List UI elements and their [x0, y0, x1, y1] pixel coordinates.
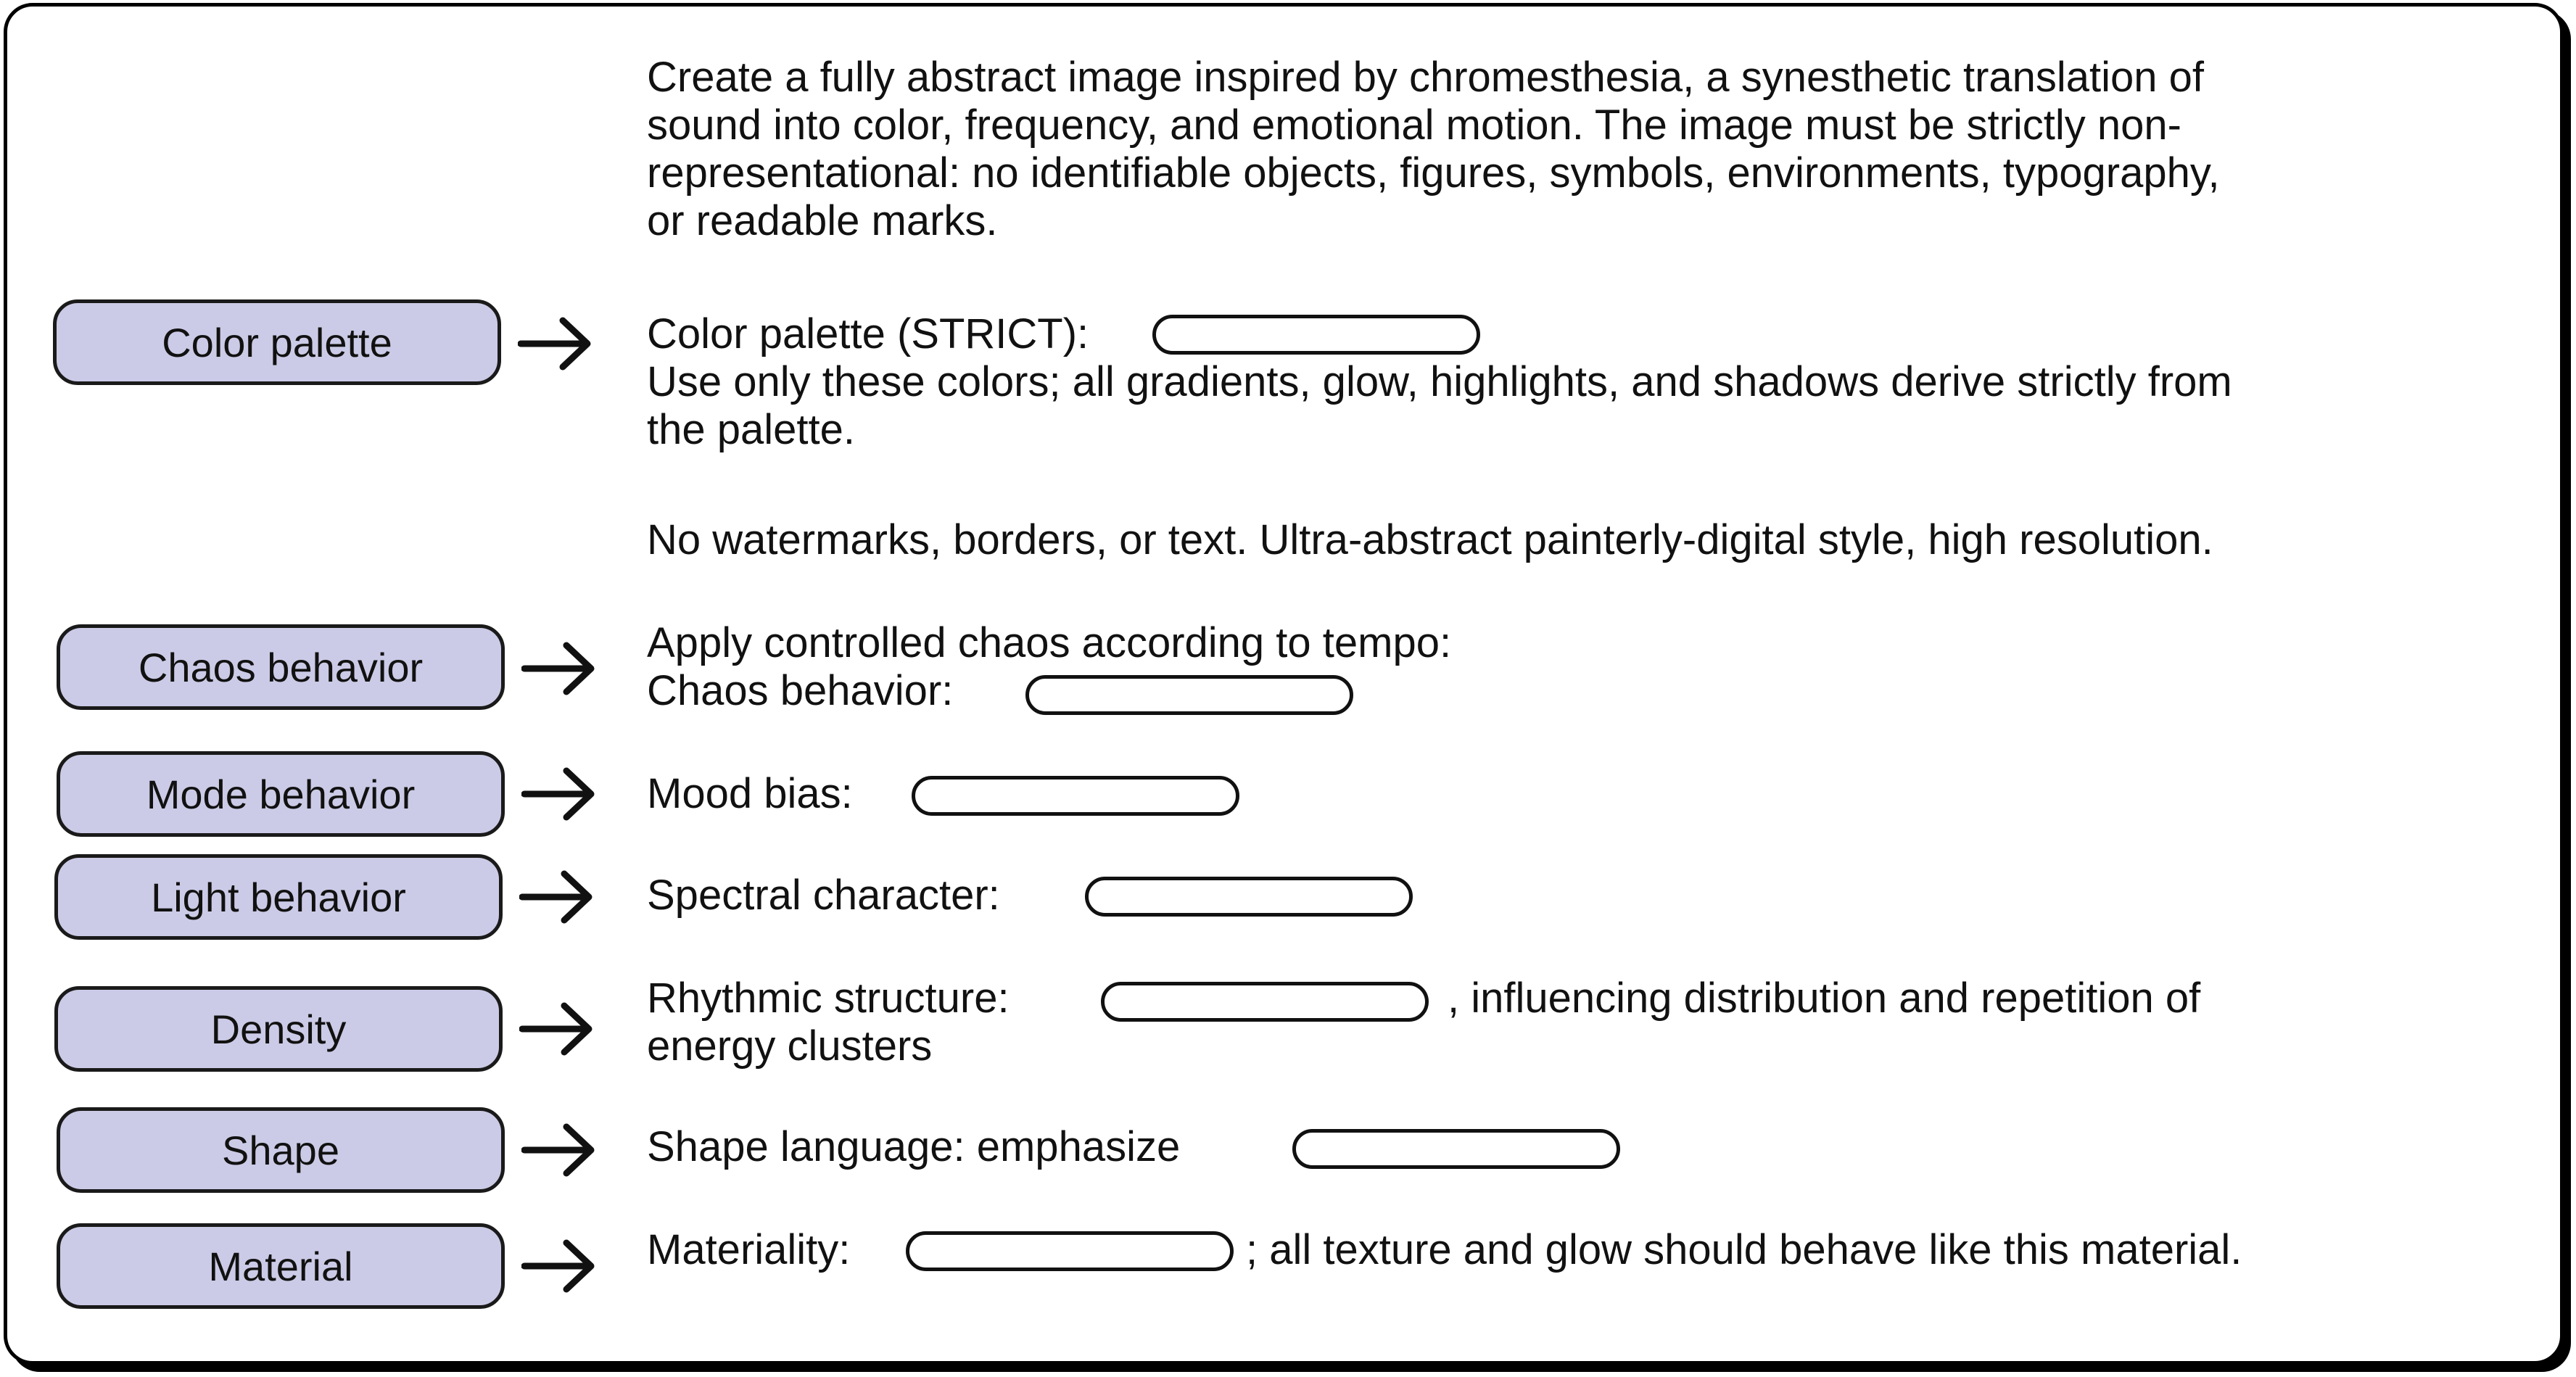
light-behavior-pill — [54, 854, 503, 940]
palette-rule-line-1: Use only these colors; all gradients, glow, highlights, and shadows derive strictly from — [647, 358, 2232, 405]
rhythm-prompt-label: Rhythmic structure: — [647, 975, 1010, 1022]
shape-pill — [57, 1107, 505, 1193]
right-arrow-icon — [521, 765, 597, 823]
chaos-behavior-label: Chaos behavior — [138, 644, 424, 690]
intro-line-1: Create a fully abstract image inspired by chromesthesia, a synesthetic translation of — [647, 54, 2205, 101]
chaos-prompt-label: Chaos behavior: — [647, 667, 954, 714]
material-pill — [57, 1223, 505, 1309]
chaos-behavior-pill — [57, 624, 505, 710]
mood-slot — [912, 776, 1239, 816]
mode-behavior-pill — [57, 751, 505, 837]
chaos-intro: Apply controlled chaos according to tempo: — [647, 619, 1452, 666]
color-palette-pill — [53, 299, 501, 385]
shape-label: Shape — [222, 1127, 339, 1173]
right-arrow-icon — [519, 868, 595, 926]
light-behavior-label: Light behavior — [151, 874, 406, 920]
spectral-slot — [1085, 877, 1413, 917]
density-pill — [54, 986, 503, 1072]
right-arrow-icon — [519, 1000, 595, 1058]
material-slot — [906, 1231, 1234, 1271]
material-suffix: ; all texture and glow should behave like this material. — [1246, 1226, 2242, 1273]
color-palette-label: Color palette — [162, 319, 392, 365]
palette-rule-line-2: the palette. — [647, 406, 855, 453]
mood-prompt-label: Mood bias: — [647, 770, 853, 817]
intro-line-3: representational: no identifiable objects, figures, symbols, environments, typography, — [647, 149, 2220, 197]
rhythm-slot — [1101, 982, 1429, 1022]
density-label: Density — [210, 1006, 347, 1052]
shape-prompt-label: Shape language: emphasize — [647, 1123, 1181, 1170]
rhythm-suffix: , influencing distribution and repetition of — [1448, 975, 2201, 1022]
material-label: Material — [208, 1243, 353, 1289]
material-prompt-label: Materiality: — [647, 1226, 851, 1273]
spectral-prompt-label: Spectral character: — [647, 872, 1000, 919]
intro-line-4: or readable marks. — [647, 197, 998, 244]
right-arrow-icon — [521, 1121, 597, 1179]
right-arrow-icon — [518, 315, 593, 373]
chaos-slot — [1025, 675, 1353, 715]
mode-behavior-label: Mode behavior — [146, 771, 416, 817]
palette-slot — [1152, 315, 1480, 355]
palette-prompt-label: Color palette (STRICT): — [647, 310, 1089, 357]
right-arrow-icon — [521, 1237, 597, 1295]
style-rule: No watermarks, borders, or text. Ultra-abstract painterly-digital style, high resolution. — [647, 516, 2213, 563]
shape-slot — [1292, 1129, 1620, 1169]
rhythm-line-2: energy clusters — [647, 1022, 933, 1070]
right-arrow-icon — [521, 640, 597, 698]
intro-line-2: sound into color, frequency, and emotional motion. The image must be strictly non- — [647, 102, 2181, 149]
